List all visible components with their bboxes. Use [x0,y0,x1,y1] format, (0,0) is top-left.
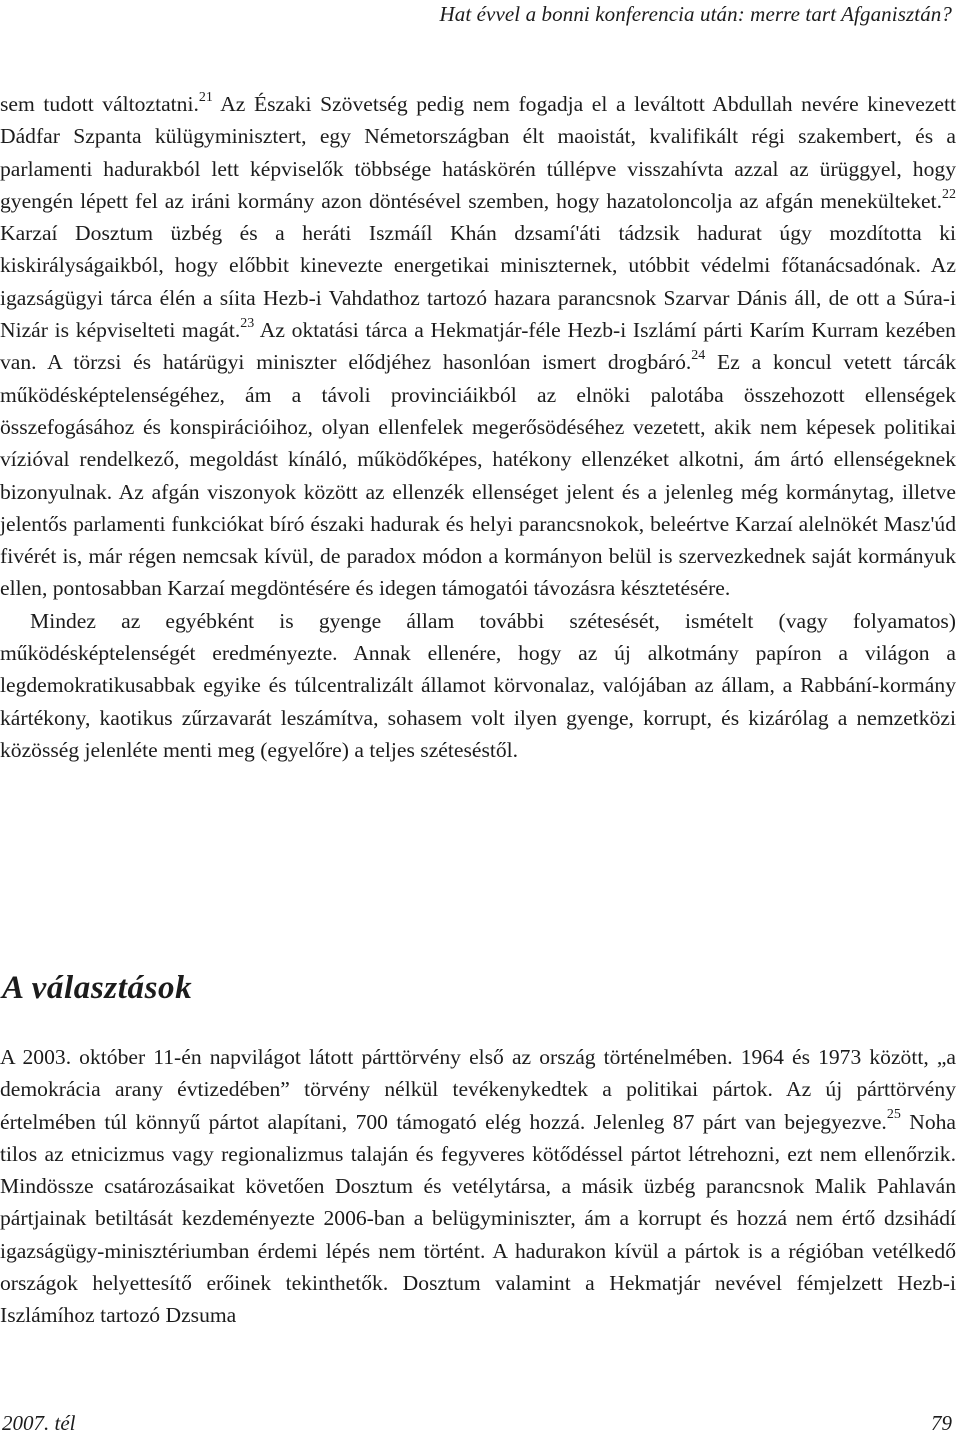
text-run: Noha tilos az etnicizmus vagy regionalizmus talaján és fegyveres kötődéssel pártot létrehozni, ezt nem ellenőrzik. Mindössze csatározásaikat követően Dosztum és vetélytársa, a másik üzbég parancsnok Malik Pahlaván pártjainak betiltását kezdeményezte 2006-ban a belügyminiszter, ám a korrupt és hozzá nem értő dzsihádí igazságügy-minisztériumban érdemi lépés nem történt. A hadurakon kívül a pártok is a régióban vetélkedő országok helyettesítő erőinek tekinthetők. Dosztum valamint a Hekmatjár nevével fémjelzett Hezb-i Iszlámíhoz tartozó Dzsuma [0,1109,956,1328]
text-run: A 2003. október 11-én napvilágot látott párttörvény első az ország történelmében. 1964 és 1973 között, „a demokrácia arany évtizedében” törvény nélkül tevékenykedtek a politikai pártok. Az új párttörvény értelmében túl könnyű pártot alapítani, 700 támogató elég hozzá. Jelenleg 87 párt van bejegyezve. [0,1045,956,1134]
text-run: sem tudott változtatni. [0,92,199,116]
paragraph-3 [0,1041,956,1332]
footnote-ref-21[interactable]: 21 [198,89,213,105]
footnote-ref-24[interactable]: 24 [691,348,706,364]
issue-label: 2007. tél [2,1411,76,1435]
footnote-ref-25[interactable]: 25 [886,1107,901,1123]
text-run: Az oktatási tárca a Hekmatjár-féle Hezb-i Iszlámí párti Karím Kurram kezében van. A törzsi és határügyi miniszter elődjéhez hasonlóan ismert drogbáró. [0,318,956,375]
footnote-ref-22[interactable]: 22 [942,186,956,202]
text-run: Karzaí Dosztum üzbég és a heráti Iszmáíl Khán dzsamí'áti tádzsik hadurat úgy mozdította ki kiskirályságaikból, hogy előbbit kinevezte energetikai miniszternek, utóbbit védelmi főtanácsadónak. Az igazságügyi tárca élén a síita Hezb-i Vahdathoz tartozó hazara parancsnok Szarvar Dánis áll, de ott a Súra-i Nizár is képviselteti magát. [0,221,956,343]
running-header: Hat évvel a bonni konferencia után: merre tart Afganisztán? [439,2,952,26]
paragraph-2: Mindez az egyébként is gyenge állam további szétesését, ismételt (vagy folyamatos) működésképtelenségét eredményezte. Annak ellenére, hogy az új alkotmány papíron a világon a legdemokratikusabbak egyike és túlcentralizált államot körvonalaz, valójában az állam, a Rabbání-kormány kártékony, kaotikus zűrzavarát leszámítva, sohasem volt ilyen gyenge, korrupt, és kizárólag a nemzetközi közösség jelenléte menti meg (egyelőre) a teljes széteséstől. [0,608,956,762]
text-run: Az Északi Szövetség pedig nem fogadja el a leváltott Abdullah nevére kinevezett Dádfar Szpanta külügyminisztert, egy Németországban élt maoistát, kvalifikált régi szakembert, és a parlamenti hadurakból lett képviselők többsége hatáskörén túllépve visszahívta azzal az ürüggyel, hogy gyengén lépett fel az iráni kormány azon döntésével szemben, hogy hazatoloncolja az afgán menekülteket. [0,92,956,213]
footnote-ref-23[interactable]: 23 [240,315,255,331]
body-section-2 [0,1041,956,1332]
page-number: 79 [931,1411,952,1435]
section-heading: A választások [2,970,193,1006]
body-section-1 [0,88,956,766]
text-run: Ez a koncul vetett tárcák működésképtelenségéhez, ám a távoli provinciáikból az elnöki palotába összehozott ellenségek összefogásához és konspirációihoz, olyan ellenfelek megerősödéséhez vezetett, akik nem képesek politikai vízióval rendelkező, megoldást kínáló, működőképes, hatékony ellenzéket alkotni, ám ártó ellenségeknek bizonyulnak. Az afgán viszonyok között az ellenzék ellenséget jelent és a jelenleg még kormánytag, illetve jelentős parlamenti funkciókat bíró északi hadurak és helyi parancsnokok, beleértve Karzaí alelnökét Masz'úd fivérét is, már régen nemcsak kívül, de paradox módon a kormányon belül is szervezkednek saját kormányuk ellen, pontosabban Karzaí megdöntésére és idegen támogatói távozásra késztetésére. [0,350,957,601]
paragraph-1 [0,88,956,605]
